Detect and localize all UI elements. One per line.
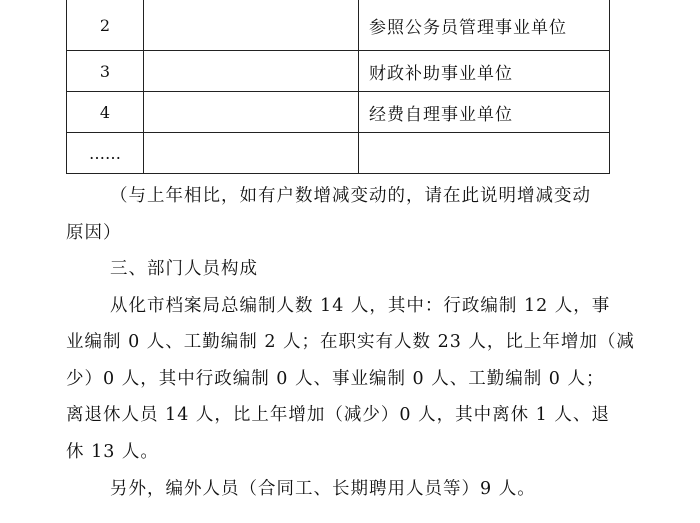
row-number: …… <box>67 133 144 174</box>
staffing-paragraph-line-5: 休 13 人。 <box>66 442 159 462</box>
staffing-paragraph-line-2: 业编制 0 人、工勤编制 2 人；在职实有人数 23 人，比上年增加（减 <box>66 332 635 352</box>
row-unit-type: 参照公务员管理事业单位 <box>359 0 610 51</box>
row-number: 4 <box>67 92 144 133</box>
table-row <box>67 92 610 133</box>
table-row <box>67 133 610 174</box>
section-heading: 三、部门人员构成 <box>110 259 258 279</box>
row-number: 3 <box>67 51 144 92</box>
staffing-paragraph-line-1: 从化市档案局总编制人数 14 人，其中：行政编制 12 人，事 <box>110 296 611 316</box>
row-unit-type: 经费自理事业单位 <box>359 92 610 133</box>
note-line-1: （与上年相比，如有户数增减变动的，请在此说明增减变动 <box>110 186 591 206</box>
row-blank-cell <box>144 51 359 92</box>
note-line-2: 原因） <box>66 223 122 243</box>
table-row <box>67 51 610 92</box>
row-unit-type <box>359 133 610 174</box>
table-row <box>67 0 610 51</box>
row-unit-type: 财政补助事业单位 <box>359 51 610 92</box>
contract-staff-paragraph: 另外，编外人员（合同工、长期聘用人员等）9 人。 <box>110 479 536 499</box>
unit-type-table <box>66 0 610 174</box>
row-blank-cell <box>144 133 359 174</box>
staffing-paragraph-line-3: 少）0 人，其中行政编制 0 人、事业编制 0 人、工勤编制 0 人； <box>66 369 605 389</box>
row-number: 2 <box>67 0 144 51</box>
row-blank-cell <box>144 0 359 51</box>
staffing-paragraph-line-4: 离退休人员 14 人，比上年增加（减少）0 人，其中离休 1 人、退 <box>66 405 610 425</box>
row-blank-cell <box>144 92 359 133</box>
